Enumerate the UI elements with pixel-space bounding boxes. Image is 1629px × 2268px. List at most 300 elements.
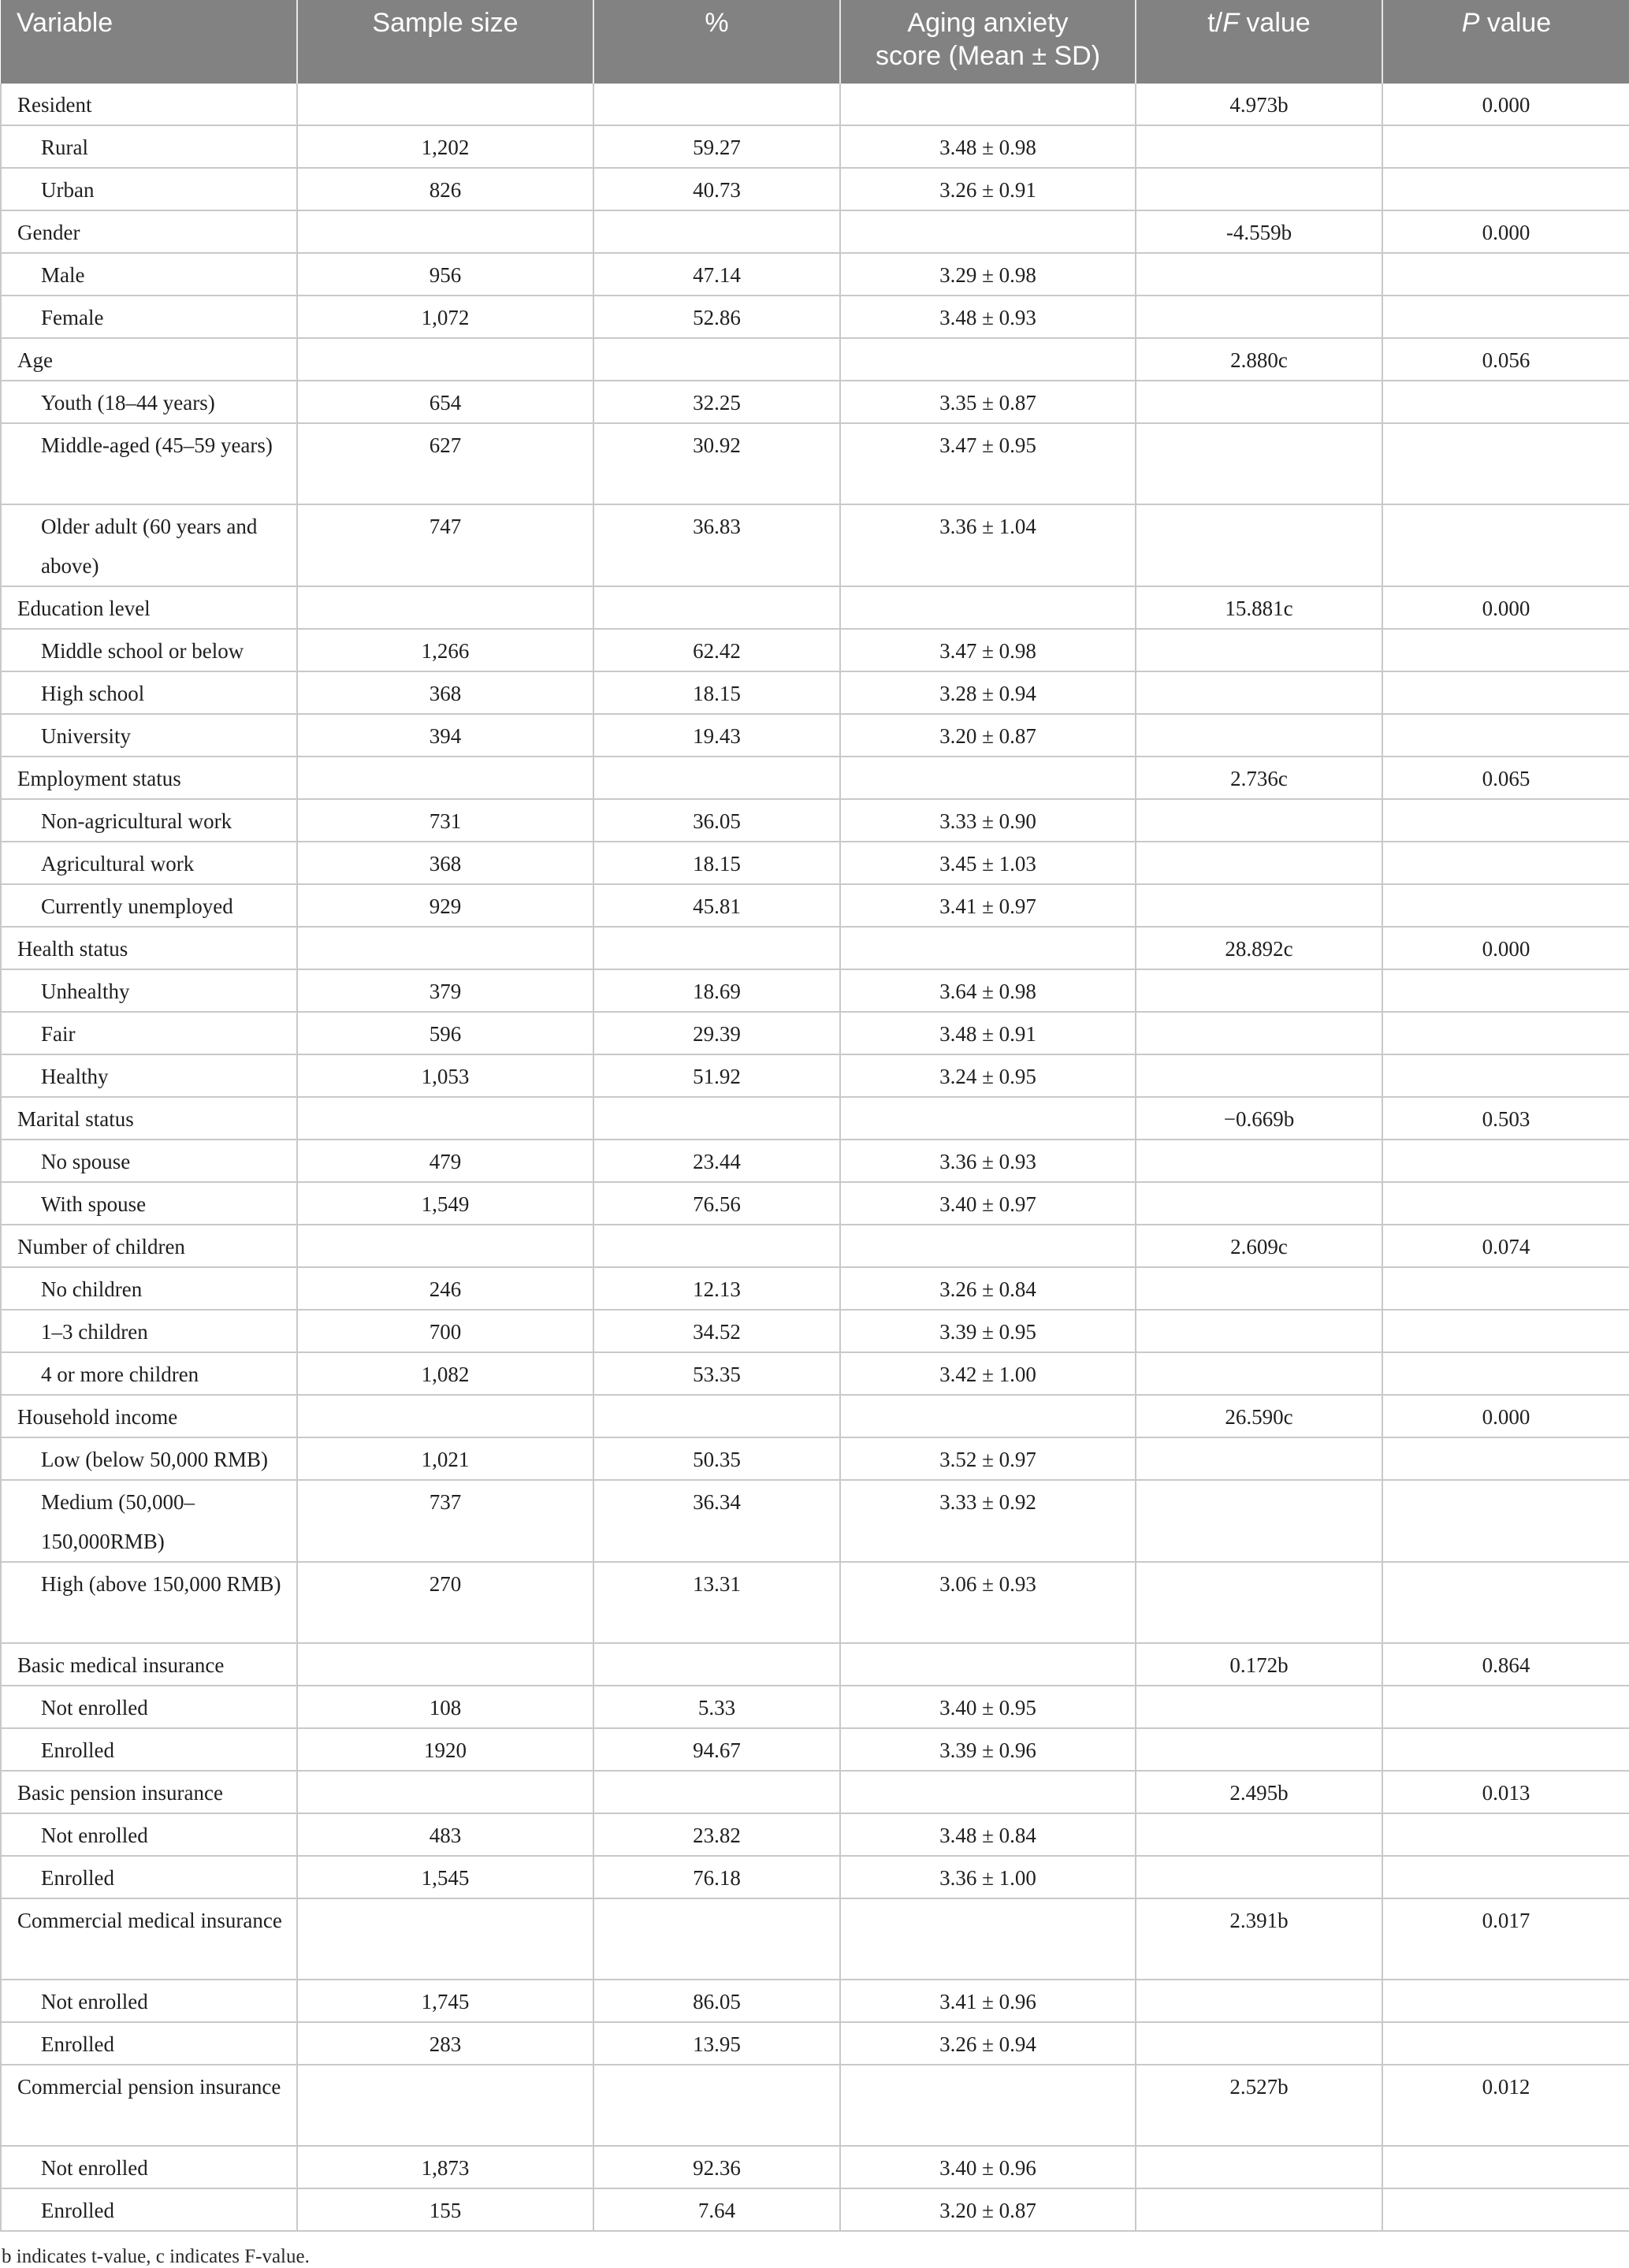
cell-sample-size-text: 1,072 [421,306,470,329]
cell-percent-text: 36.83 [693,515,741,538]
cell-percent-text [594,211,839,213]
cell-score [840,504,1136,586]
cell-percent [593,1395,840,1437]
cell-percent-text [594,1225,839,1227]
cell-sample-size [297,1856,593,1898]
cell-p-value-text [1383,842,1629,844]
cell-percent [593,884,840,927]
cell-percent [593,1813,840,1856]
cell-percent-text: 94.67 [693,1738,741,1762]
cell-p-value-text [1383,1140,1629,1142]
cell-sample-size [297,2146,593,2188]
cell-sample-size [297,969,593,1012]
cell-variable [1,714,297,757]
cell-percent-text: 50.35 [693,1448,741,1471]
cell-tf-value [1136,1097,1382,1140]
cell-p-value [1382,1395,1629,1437]
table-row-variable [1,1771,1629,1813]
cell-score-text: 3.33 ± 0.92 [939,1490,1036,1514]
cell-p-value [1382,2022,1629,2065]
cell-variable-text: Enrolled [41,1866,114,1890]
cell-variable-text: Enrolled [41,2199,114,2222]
cell-sample-size [297,1437,593,1480]
cell-tf-value-text [1136,169,1382,170]
cell-variable [1,2065,297,2146]
cell-p-value [1382,1980,1629,2022]
cell-tf-value-text [1136,842,1382,844]
cell-variable-text: Basic medical insurance [17,1653,225,1677]
cell-percent [593,1771,840,1813]
cell-percent-text [594,339,839,340]
cell-percent-text: 18.15 [693,852,741,876]
cell-score-text: 3.40 ± 0.97 [939,1192,1036,1216]
cell-sample-size [297,1395,593,1437]
cell-sample-size-text: 1,545 [421,1866,470,1890]
cell-percent [593,381,840,423]
table-row-subcategory [1,125,1629,168]
cell-score-text: 3.47 ± 0.98 [939,639,1036,663]
cell-sample-size-text: 283 [429,2032,462,2056]
table-row-subcategory [1,714,1629,757]
cell-score [840,1352,1136,1395]
cell-variable-text: Not enrolled [41,1696,148,1720]
cell-score [840,1856,1136,1898]
cell-score-text [841,1396,1135,1397]
cell-sample-size [297,1728,593,1771]
cell-variable-text: 4 or more children [41,1363,199,1386]
cell-tf-value [1136,1728,1382,1771]
cell-sample-size-text [298,1225,593,1227]
cell-variable-text: Employment status [17,767,181,790]
cell-percent-text: 12.13 [693,1277,741,1301]
cell-score [840,1395,1136,1437]
cell-percent-text: 62.42 [693,639,741,663]
cell-score [840,927,1136,969]
cell-tf-value [1136,1310,1382,1352]
header-aging-line2: score (Mean ± SD) [875,41,1101,71]
cell-score [840,1097,1136,1140]
cell-percent-text: 29.39 [693,1022,741,1046]
cell-percent [593,757,840,799]
cell-sample-size [297,1225,593,1267]
cell-p-value [1382,1437,1629,1480]
cell-tf-value-text [1136,254,1382,255]
cell-sample-size-text [298,757,593,759]
cell-tf-value [1136,757,1382,799]
table-row-variable [1,1097,1629,1140]
table-row-subcategory [1,1352,1629,1395]
cell-percent-text: 45.81 [693,894,741,918]
cell-percent-text: 59.27 [693,136,741,159]
cell-tf-value [1136,1352,1382,1395]
cell-score [840,714,1136,757]
cell-score-text: 3.36 ± 0.93 [939,1150,1036,1173]
cell-score-text: 3.52 ± 0.97 [939,1448,1036,1471]
cell-tf-value-text [1136,1729,1382,1731]
cell-variable-text: Enrolled [41,1738,114,1762]
cell-sample-size-text: 1920 [424,1738,467,1762]
cell-variable [1,586,297,629]
table-row-subcategory [1,1980,1629,2022]
table-row-subcategory [1,842,1629,884]
cell-variable-text: High school [41,682,145,705]
cell-p-value-text [1383,885,1629,887]
cell-tf-value [1136,1225,1382,1267]
cell-p-value [1382,1480,1629,1562]
cell-score-text: 3.48 ± 0.84 [939,1824,1036,1847]
cell-variable-text: Marital status [17,1107,134,1131]
cell-percent [593,714,840,757]
cell-percent [593,1140,840,1182]
cell-percent-text [594,1644,839,1645]
cell-variable-text: Female [41,306,104,329]
cell-percent-text: 40.73 [693,178,741,202]
cell-p-value-text [1383,1438,1629,1440]
cell-variable [1,1182,297,1225]
cell-score [840,2188,1136,2231]
cell-variable [1,1225,297,1267]
cell-sample-size-text: 270 [429,1572,462,1596]
table-row-variable [1,338,1629,381]
cell-tf-value [1136,423,1382,504]
cell-score [840,2065,1136,2146]
cell-percent [593,1480,840,1562]
cell-percent [593,1267,840,1310]
cell-p-value [1382,1054,1629,1097]
cell-tf-value-text [1136,672,1382,674]
cell-sample-size [297,2022,593,2065]
table-row-subcategory [1,423,1629,504]
header-variable: Variable [1,0,297,84]
cell-sample-size [297,799,593,842]
table-row-subcategory [1,504,1629,586]
cell-p-value [1382,842,1629,884]
cell-p-value-text [1383,1055,1629,1057]
cell-p-value [1382,757,1629,799]
table-row-subcategory [1,799,1629,842]
cell-p-value-text [1383,1311,1629,1312]
cell-tf-value-text [1136,1183,1382,1184]
cell-p-value [1382,2065,1629,2146]
cell-sample-size [297,381,593,423]
cell-variable [1,125,297,168]
cell-percent-text: 7.64 [697,2199,736,2222]
cell-p-value-text: 0.864 [1482,1653,1530,1677]
cell-p-value [1382,1310,1629,1352]
cell-variable-text: Unhealthy [41,980,130,1003]
cell-variable [1,210,297,253]
cell-variable [1,1310,297,1352]
cell-variable [1,381,297,423]
cell-sample-size [297,1980,593,2022]
cell-p-value [1382,1267,1629,1310]
cell-tf-value [1136,296,1382,338]
cell-p-value [1382,1898,1629,1980]
cell-sample-size-text: 1,873 [421,2156,470,2180]
cell-p-value-text [1383,1268,1629,1270]
cell-sample-size-text [298,1098,593,1099]
cell-p-value [1382,799,1629,842]
table-row-subcategory [1,1728,1629,1771]
cell-sample-size-text: 368 [429,852,462,876]
cell-tf-value-text [1136,1814,1382,1816]
cell-score [840,253,1136,296]
cell-sample-size-text: 731 [429,809,462,833]
cell-percent [593,253,840,296]
cell-p-value-text [1383,672,1629,674]
table-header [1,0,1629,84]
cell-score-text [841,339,1135,340]
cell-score-text: 3.36 ± 1.00 [939,1866,1036,1890]
cell-p-value [1382,586,1629,629]
cell-score-text [841,1225,1135,1227]
cell-score-text [841,1772,1135,1773]
cell-percent-text: 34.52 [693,1320,741,1344]
cell-percent-text: 52.86 [693,306,741,329]
cell-score [840,1140,1136,1182]
cell-sample-size-text [298,1899,593,1901]
cell-percent-text: 36.05 [693,809,741,833]
cell-p-value-text [1383,1814,1629,1816]
table-row-subcategory [1,1012,1629,1054]
cell-p-value-text [1383,2147,1629,2148]
cell-percent [593,1352,840,1395]
cell-sample-size [297,338,593,381]
cell-tf-value-text [1136,715,1382,716]
cell-sample-size [297,1140,593,1182]
cell-percent [593,799,840,842]
cell-score [840,671,1136,714]
cell-tf-value-text [1136,1481,1382,1482]
cell-score-text [841,2065,1135,2067]
cell-percent [593,338,840,381]
cell-variable-text: Fair [41,1022,76,1046]
cell-tf-value-text [1136,2147,1382,2148]
cell-variable-text: Healthy [41,1065,109,1088]
cell-tf-value [1136,253,1382,296]
cell-score-text: 3.40 ± 0.96 [939,2156,1036,2180]
cell-score-text: 3.41 ± 0.97 [939,894,1036,918]
cell-variable [1,338,297,381]
cell-sample-size-text: 627 [429,433,462,457]
cell-p-value-text [1383,1481,1629,1482]
cell-tf-value-text: 2.495b [1229,1781,1289,1805]
table-row-variable [1,1395,1629,1437]
cell-percent-text: 19.43 [693,724,741,748]
cell-percent-text: 53.35 [693,1363,741,1386]
cell-p-value [1382,969,1629,1012]
cell-variable-text: Enrolled [41,2032,114,2056]
cell-score [840,381,1136,423]
cell-sample-size-text: 737 [429,1490,462,1514]
cell-score-text: 3.42 ± 1.00 [939,1363,1036,1386]
cell-variable-text: Medium (50,000–150,000RMB) [41,1490,195,1553]
cell-sample-size [297,296,593,338]
cell-variable [1,1813,297,1856]
cell-percent-text: 76.56 [693,1192,741,1216]
cell-score [840,168,1136,210]
cell-score [840,1562,1136,1643]
cell-variable [1,1562,297,1643]
cell-variable [1,884,297,927]
cell-p-value [1382,714,1629,757]
cell-variable [1,1352,297,1395]
cell-tf-value-text [1136,1857,1382,1858]
cell-percent-text: 51.92 [693,1065,741,1088]
cell-percent [593,296,840,338]
cell-percent [593,1225,840,1267]
cell-score-text: 3.47 ± 0.95 [939,433,1036,457]
cell-p-value-text: 0.000 [1482,1405,1530,1429]
cell-sample-size-text [298,2065,593,2067]
cell-score [840,586,1136,629]
cell-score-text: 3.20 ± 0.87 [939,724,1036,748]
cell-p-value [1382,1097,1629,1140]
cell-score-text: 3.41 ± 0.96 [939,1990,1036,2013]
cell-sample-size-text [298,1396,593,1397]
cell-p-value-text [1383,2189,1629,2191]
cell-sample-size-text: 108 [429,1696,462,1720]
cell-sample-size-text [298,211,593,213]
cell-p-value-text [1383,1563,1629,1564]
cell-tf-value-text [1136,1140,1382,1142]
cell-p-value-text [1383,254,1629,255]
cell-tf-value-text [1136,424,1382,426]
cell-variable [1,1898,297,1980]
cell-tf-value [1136,1980,1382,2022]
cell-score-text: 3.06 ± 0.93 [939,1572,1036,1596]
cell-sample-size-text: 1,549 [421,1192,470,1216]
header-percent: % [593,0,840,84]
cell-variable [1,757,297,799]
cell-p-value-text [1383,800,1629,801]
cell-p-value [1382,210,1629,253]
cell-sample-size-text: 929 [429,894,462,918]
table-row-subcategory [1,2022,1629,2065]
cell-score [840,1898,1136,1980]
table-row-variable [1,1898,1629,1980]
table-row-subcategory [1,1856,1629,1898]
cell-sample-size [297,884,593,927]
cell-percent-text: 23.82 [693,1824,741,1847]
cell-p-value-text: 0.065 [1482,767,1530,790]
cell-tf-value-text [1136,1268,1382,1270]
cell-p-value-text: 0.000 [1482,221,1530,244]
cell-sample-size-text [298,928,593,929]
cell-p-value-text [1383,505,1629,507]
cell-tf-value-text [1136,2023,1382,2024]
cell-p-value-text [1383,970,1629,972]
table-row-subcategory [1,671,1629,714]
cell-sample-size [297,2065,593,2146]
cell-score [840,1728,1136,1771]
cell-percent [593,1856,840,1898]
cell-p-value [1382,381,1629,423]
cell-p-value [1382,1856,1629,1898]
table-row-subcategory [1,884,1629,927]
cell-tf-value [1136,1267,1382,1310]
cell-variable [1,1437,297,1480]
cell-score [840,757,1136,799]
cell-percent [593,1012,840,1054]
cell-p-value [1382,84,1629,125]
header-row [1,0,1629,84]
cell-variable [1,1395,297,1437]
cell-sample-size-text: 654 [429,391,462,415]
cell-sample-size-text: 596 [429,1022,462,1046]
cell-tf-value-text [1136,296,1382,298]
cell-sample-size [297,210,593,253]
cell-tf-value-text: -4.559b [1225,221,1292,244]
cell-score [840,1012,1136,1054]
cell-variable-text: With spouse [41,1192,147,1216]
cell-score-text: 3.26 ± 0.94 [939,2032,1036,2056]
cell-variable-text: Not enrolled [41,1990,148,2013]
table-row-subcategory [1,969,1629,1012]
cell-tf-value [1136,1686,1382,1728]
cell-variable-text: Urban [41,178,95,202]
cell-variable [1,671,297,714]
cell-sample-size [297,504,593,586]
cell-tf-value [1136,504,1382,586]
cell-sample-size-text: 246 [429,1277,462,1301]
cell-tf-value-text: 2.880c [1230,348,1288,372]
cell-score [840,969,1136,1012]
cell-score [840,1813,1136,1856]
cell-sample-size [297,253,593,296]
header-tf-pre: t/ [1207,8,1223,38]
cell-sample-size [297,1898,593,1980]
table-row-subcategory [1,1054,1629,1097]
cell-score [840,84,1136,125]
cell-p-value [1382,1643,1629,1686]
cell-sample-size-text: 483 [429,1824,462,1847]
cell-score-text [841,1098,1135,1099]
cell-sample-size-text: 956 [429,263,462,287]
cell-percent [593,1643,840,1686]
cell-percent-text: 18.15 [693,682,741,705]
cell-score-text: 3.24 ± 0.95 [939,1065,1036,1088]
cell-sample-size-text: 368 [429,682,462,705]
cell-sample-size [297,1562,593,1643]
cell-tf-value-text [1136,1055,1382,1057]
cell-variable-text: Number of children [17,1235,185,1259]
cell-variable-text: Gender [17,221,80,244]
cell-percent-text [594,1396,839,1397]
cell-score-text: 3.39 ± 0.96 [939,1738,1036,1762]
cell-variable-text: Youth (18–44 years) [41,391,215,415]
cell-p-value [1382,884,1629,927]
cell-variable-text: University [41,724,131,748]
cell-tf-value [1136,1898,1382,1980]
cell-score [840,1437,1136,1480]
cell-percent [593,2065,840,2146]
cell-score [840,423,1136,504]
cell-tf-value-text [1136,381,1382,383]
cell-variable [1,1643,297,1686]
cell-percent [593,927,840,969]
cell-tf-value-text [1136,126,1382,128]
cell-p-value [1382,1140,1629,1182]
table-row-subcategory [1,2146,1629,2188]
cell-tf-value-text [1136,1438,1382,1440]
cell-variable [1,1267,297,1310]
cell-variable-text: Health status [17,937,128,961]
cell-p-value [1382,1562,1629,1643]
cell-variable [1,84,297,125]
cell-tf-value-text: 15.881c [1225,597,1293,620]
cell-variable-text: Rural [41,136,88,159]
